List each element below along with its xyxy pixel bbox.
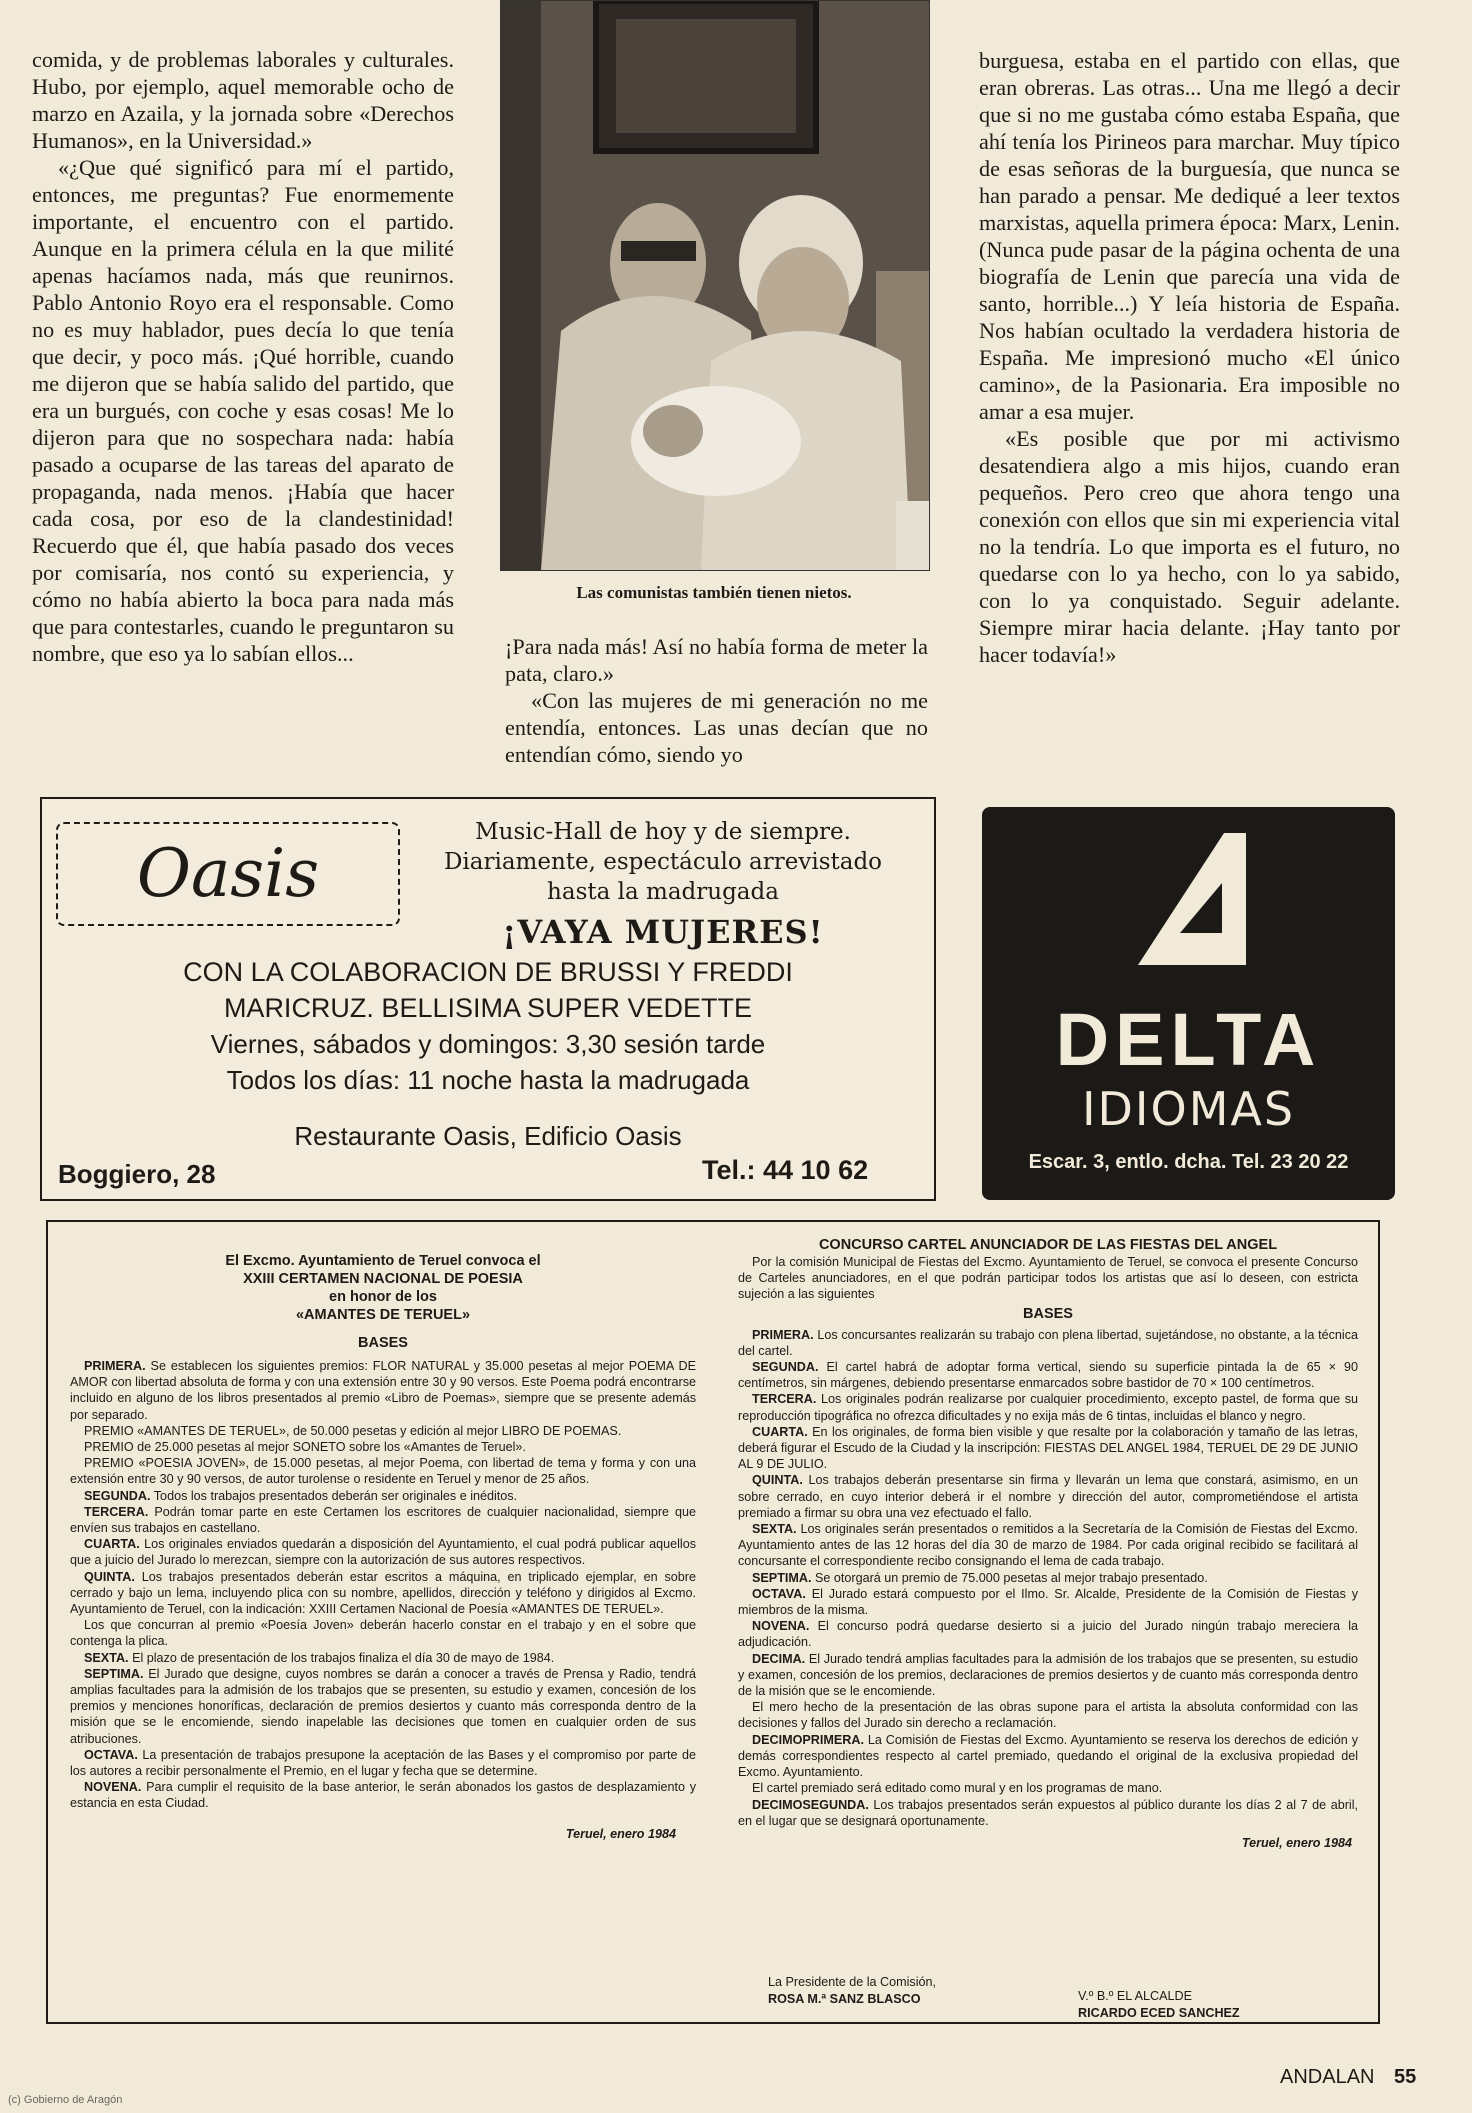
delta-name: DELTA xyxy=(1055,998,1322,1081)
base-paragraph xyxy=(70,1423,696,1439)
article-column-right xyxy=(979,47,1400,668)
oasis-line-3: Viernes, sábados y domingos: 3,30 sesión tarde xyxy=(210,1029,766,1059)
poster-bases-heading: BASES xyxy=(1023,1305,1073,1322)
base-label: QUINTA. xyxy=(752,1473,803,1488)
base-label: DECIMA. xyxy=(752,1651,806,1666)
footer-page-number: 55 xyxy=(1394,2066,1417,2088)
delta-idiomas-advertisement xyxy=(982,807,1395,1200)
base-label: OCTAVA. xyxy=(752,1586,806,1601)
base-paragraph xyxy=(70,1455,696,1487)
base-paragraph xyxy=(70,1617,696,1649)
base-label: OCTAVA. xyxy=(84,1747,138,1762)
base-label: SEGUNDA. xyxy=(84,1488,151,1503)
oasis-address: Boggiero, 28 xyxy=(58,1159,216,1189)
poster-contest-notice xyxy=(738,1236,1359,2020)
oasis-line-4: Todos los días: 11 noche hasta la madrugada xyxy=(226,1065,750,1095)
base-text: PREMIO de 25.000 pesetas al mejor SONETO sobre los «Amantes de Teruel». xyxy=(84,1440,526,1455)
base-text: PREMIO «AMANTES DE TERUEL», de 50.000 pesetas y edición al mejor LIBRO DE POEMAS. xyxy=(84,1423,622,1438)
oasis-advertisement xyxy=(40,797,936,1201)
article-paragraph: «¿Que qué significó para mí el partido, entonces, me preguntas? Fue enormemente importante, el encuentro con el partido. Aunque en la primera célula en la que milité apenas hacíamos nada, más que reunirnos. Pablo Antonio Royo era el responsable. Como no es muy hablador, pues decía lo que tenía que decir, y poco más. ¡Qué horrible, cuando me dijeron que se había salido del partido, que era un burgués, con coche y esas cosas! Me lo dijeron para que no sospechara nada: había pasado a ocuparse de las tareas del aparato de propaganda, nada menos. ¡Había que hacer cada cosa, por eso de la clandestinidad! Recuerdo que él, que había pasado dos veces por comisaría, nos contó su experiencia, y cómo no había abierto la boca para nada más que para contestarles, cuando le preguntaron su nombre, que eso ya lo sabían ellos... xyxy=(32,155,454,666)
base-paragraph xyxy=(70,1504,696,1536)
base-text: Los concursantes realizarán su trabajo con plena libertad, sujetándose, no obstante, a la técnica del cartel. xyxy=(738,1327,1358,1358)
base-text: El plazo de presentación de los trabajos finaliza el día 30 de mayo de 1984. xyxy=(132,1650,555,1665)
oasis-tagline-3: hasta la madrugada xyxy=(547,879,779,905)
base-label: DECIMOSEGUNDA. xyxy=(752,1797,869,1812)
base-paragraph xyxy=(70,1439,696,1455)
article-column-middle xyxy=(505,633,928,768)
article-column-left xyxy=(32,46,454,667)
oasis-line-2: MARICRUZ. BELLISIMA SUPER VEDETTE xyxy=(223,993,753,1023)
base-label: SEXTA. xyxy=(752,1522,797,1537)
base-paragraph xyxy=(738,1586,1358,1618)
base-paragraph xyxy=(70,1569,696,1618)
base-text: PREMIO «POESIA JOVEN», de 15.000 pesetas, al mejor Poema, con libertad de tema y forma y con una extensión entre 30 y 90 versos, de autor turolense o residente en Teruel y menor de 25 años. xyxy=(70,1456,696,1487)
base-paragraph xyxy=(738,1570,1358,1586)
signature-president-title: La Presidente de la Comisión, xyxy=(768,1975,937,1989)
base-text: Se otorgará un premio de 75.000 pesetas al mejor trabajo presentado. xyxy=(814,1570,1208,1585)
oasis-tagline-1: Music-Hall de hoy y de siempre. xyxy=(475,819,851,845)
poetry-header-3: en honor de los xyxy=(329,1289,437,1305)
base-text: Podrán tomar parte en este Certamen los escritores de cualquier nacionalidad, siempre que envíen sus trabajos en castellano. xyxy=(70,1504,696,1536)
oasis-phone: Tel.: 44 10 62 xyxy=(702,1155,869,1185)
base-paragraph xyxy=(70,1666,696,1747)
delta-subtitle: IDIOMAS xyxy=(1081,1082,1296,1136)
base-label: TERCERA. xyxy=(84,1504,149,1519)
oasis-line-1: CON LA COLABORACION DE BRUSSI Y FREDDI xyxy=(183,957,793,987)
poetry-bases-heading: BASES xyxy=(358,1335,408,1351)
base-label: TERCERA. xyxy=(752,1392,817,1407)
poster-intro-text: Por la comisión Municipal de Fiestas del Excmo. Ayuntamiento de Teruel, se convoca el presente Concurso de Carteles anunciadores, en el que podrán participar todos los artistas que así lo deseen, con estricta sujeción a las siguientes xyxy=(738,1255,1358,1302)
base-text: Los originales serán presentados o remitidos a la Secretaría de la Comisión de Fiestas del Excmo. Ayuntamiento antes de las 12 horas del día 30 de marzo de 1984. Por cada original recibido se facilitará al concursante el correspondiente recibo consignando el lema de cada trabajo. xyxy=(738,1522,1358,1569)
base-text: El concurso podrá quedarse desierto si a juicio del Jurado ningún trabajo mereciera la adjudicación. xyxy=(738,1619,1358,1650)
poster-bases-text xyxy=(738,1327,1358,1829)
base-text: Para cumplir el requisito de la base anterior, le serán abonados los gastos de desplazamiento y estancia en esta Ciudad. xyxy=(70,1780,696,1811)
oasis-logo: Oasis xyxy=(56,822,400,926)
poster-title: CONCURSO CARTEL ANUNCIADOR DE LAS FIESTAS DEL ANGEL xyxy=(818,1237,1278,1253)
base-text: El cartel premiado será editado como mural y en los programas de mano. xyxy=(752,1781,1163,1796)
poetry-bases-text xyxy=(70,1358,696,1812)
base-label: QUINTA. xyxy=(84,1569,135,1584)
base-paragraph xyxy=(738,1391,1358,1423)
base-paragraph xyxy=(738,1699,1358,1731)
base-text: El Jurado que designe, cuyos nombres se darán a conocer a través de Prensa y Radio, tendrá amplias facultades para la admisión de los trabajos que se presenten, su estudio y examen, concesión de los premios y menciones honoríficas, declaración de premios desiertos y cuanto más corresponda dentro de la misión que se le encomiende, siendo inapelable las decisiones que tomen en cualquier orden de sus atribuciones. xyxy=(70,1666,697,1746)
base-paragraph xyxy=(70,1358,696,1423)
signature-president-name: ROSA M.ª SANZ BLASCO xyxy=(768,1992,921,2006)
photo-caption: Las comunistas también tienen nietos. xyxy=(576,583,852,602)
poetry-header-4: «AMANTES DE TERUEL» xyxy=(295,1307,471,1323)
delta-logo-icon xyxy=(1132,827,1252,977)
base-text: La Comisión de Fiestas del Excmo. Ayuntamiento se reserva los derechos de edición y demás correspondientes respecto al cartel premiado, quedando el original de la exclusiva propiedad del Excmo. Ayuntamiento. xyxy=(738,1732,1358,1780)
base-paragraph xyxy=(738,1780,1358,1796)
base-text: Todos los trabajos presentados deberán ser originales e inéditos. xyxy=(153,1488,518,1503)
base-label: NOVENA. xyxy=(84,1780,142,1795)
base-paragraph xyxy=(738,1424,1358,1473)
poster-intro xyxy=(738,1254,1358,1303)
base-paragraph xyxy=(738,1472,1358,1521)
article-paragraph: ¡Para nada más! Así no había forma de meter la pata, claro.» xyxy=(505,634,928,686)
base-paragraph xyxy=(738,1327,1358,1359)
base-label: CUARTA. xyxy=(84,1537,140,1552)
base-text: El Jurado estará compuesto por el Ilmo. Sr. Alcalde, Presidente de la Comisión de Fiestas y miembros de la misma. xyxy=(738,1586,1359,1618)
base-text: El cartel habrá de adoptar forma vertical, siendo su superficie pintada la de 65 × 90 centímetros, sin márgenes, debiendo presentarse enmarcados sobre bastidor de 70 × 100 centímetros. xyxy=(738,1360,1358,1391)
base-text: Se establecen los siguientes premios: FLOR NATURAL y 35.000 pesetas al mejor POEMA DE AMOR con libertad absoluta de forma y con una extensión entre 30 y 90 versos. Este Poema podrá encontrarse incluido en alguno de los libros presentados al premio «Libro de Poemas», siempre que se presente además por separado. xyxy=(70,1359,696,1422)
base-paragraph xyxy=(738,1359,1358,1391)
base-label: SEPTIMA. xyxy=(84,1666,144,1681)
base-label: SEXTA. xyxy=(84,1650,129,1665)
signature-mayor-name: RICARDO ECED SANCHEZ xyxy=(1078,2006,1240,2020)
base-paragraph xyxy=(738,1797,1358,1829)
poetry-header-2: XXIII CERTAMEN NACIONAL DE POESIA xyxy=(243,1271,523,1287)
base-paragraph xyxy=(70,1488,696,1504)
base-paragraph xyxy=(738,1521,1358,1570)
base-label: PRIMERA. xyxy=(752,1327,814,1342)
base-text: El Jurado tendrá amplias facultades para la admisión de los trabajos que se presenten, su estudio y examen, concesión de los premios, declaraciones de premios desiertos y de cuanto más corresponda dentro de la misión que se le encomiende. xyxy=(738,1651,1359,1699)
article-photo xyxy=(500,0,930,571)
base-paragraph xyxy=(70,1536,696,1568)
base-text: Los que concurran al premio «Poesía Joven» deberán hacerlo constar en el trabajo y en el sobre que contenga la plica. xyxy=(70,1618,696,1649)
signature-mayor-title: V.º B.º EL ALCALDE xyxy=(1078,1989,1192,2003)
base-text: La presentación de trabajos presupone la aceptación de las Bases y el compromiso por parte de los autores a recibir personalmente el Premio, en el lugar y fecha que se determine. xyxy=(70,1747,696,1779)
base-paragraph xyxy=(738,1732,1358,1781)
oasis-tagline-2: Diariamente, espectáculo arrevistado xyxy=(443,849,883,875)
article-paragraph: burguesa, estaba en el partido con ellas, que eran obreras. Las otras... Una me llegó a decir que si no me gustaba cómo estaba España, que ahí tenía los Pirineos para marchar. Muy típico de esas señoras de la burguesía, que nunca se han parado a pensar. Me dediqué a leer textos marxistas, aquella primera época: Marx, Lenin. (Nunca pude pasar de la página ochenta de una biografía de Lenin que parecía una vida de santo, horrible...) Y leía historia de España. Nos habían ocultado la verdadera historia de España. Me impresionó mucho «El único camino», de la Pasionaria. Era imposible no amar a esa mujer. xyxy=(979,48,1400,424)
base-text: Los trabajos presentados serán expuestos al público durante los días 2 al 7 de abril, en el lugar que se designará oportunamente. xyxy=(738,1797,1359,1828)
poster-date: Teruel, enero 1984 xyxy=(1241,1835,1352,1850)
poetry-contest-notice xyxy=(70,1252,696,1842)
oasis-headline: ¡VAYA MUJERES! xyxy=(502,913,824,951)
base-text: Los originales enviados quedarán a disposición del Ayuntamiento, el cual podrá publicar aquellos que a juicio del Jurado lo merezcan, siempre con la autorización de sus autores respectivos. xyxy=(70,1537,696,1568)
base-paragraph xyxy=(738,1618,1358,1650)
base-label: PRIMERA. xyxy=(84,1359,146,1373)
base-paragraph xyxy=(738,1651,1358,1700)
base-paragraph xyxy=(70,1779,696,1811)
base-label: NOVENA. xyxy=(752,1619,810,1634)
oasis-line-5: Restaurante Oasis, Edificio Oasis xyxy=(294,1121,682,1151)
base-label: SEGUNDA. xyxy=(752,1360,819,1375)
base-paragraph xyxy=(70,1747,696,1779)
poetry-date: Teruel, enero 1984 xyxy=(565,1826,676,1841)
base-text: Los originales podrán realizarse por cualquier procedimiento, excepto pastel, de forma que su reproducción tipográfica no ofrezca dificultades y no exija más de 6 tintas, incluidas el blanco y negro. xyxy=(738,1392,1358,1423)
base-paragraph xyxy=(70,1650,696,1666)
delta-address: Escar. 3, entlo. dcha. Tel. 23 20 22 xyxy=(1028,1151,1349,1173)
base-label: DECIMOPRIMERA. xyxy=(752,1732,864,1747)
base-text: Los trabajos deberán presentarse sin firma y llevarán un lema que constará, asimismo, en un sobre cerrado, en cuyo interior deberá ir el nombre y dirección del autor, comprometiéndose el artista premiado a firmar su obra una vez efectuado el fallo. xyxy=(738,1473,1358,1520)
base-text: Los trabajos presentados deberán estar escritos a máquina, en triplicado ejemplar, en sobre cerrado y bajo un lema, incluyendo plica con su nombre, apellidos, dirección y teléfono y dirigidos al Excmo. Ayuntamiento de Teruel, con la indicación: XXIII Certamen Nacional de Poesía «AMANTES DE TERUEL». xyxy=(70,1569,696,1617)
article-paragraph: comida, y de problemas laborales y culturales. Hubo, por ejemplo, aquel memorable ocho de marzo en Azaila, y la jornada sobre «Derechos Humanos», en la Universidad.» xyxy=(32,47,454,153)
base-label: CUARTA. xyxy=(752,1424,808,1439)
grandparents-baby-image xyxy=(501,1,929,570)
base-text: El mero hecho de la presentación de las obras supone para el artista la absoluta conformidad con las decisiones y fallos del Jurado sin derecho a reclamación. xyxy=(738,1700,1358,1731)
municipal-notices-box xyxy=(46,1220,1380,2024)
poetry-header-1: El Excmo. Ayuntamiento de Teruel convoca el xyxy=(225,1253,541,1269)
base-text: En los originales, de forma bien visible y que resalte por la colaboración y tamaño de las letras, deberá figurar el Escudo de la Ciudad y la inscripción: FIESTAS DEL ANGEL 1984, TERUEL DE 29 DE JUNIO AL 9 DE JULIO. xyxy=(738,1424,1359,1472)
article-paragraph: «Con las mujeres de mi generación no me entendía, entonces. Las unas decían que no entendían cómo, siendo yo xyxy=(505,688,928,767)
article-paragraph: «Es posible que por mi activismo desatendiera algo a mis hijos, cuando eran pequeños. Pero creo que ahora tengo una conexión con ellos que sin mi experiencia vital no la tendría. Lo que importa es el futuro, no quedarse con lo ya hecho, con lo ya sabido, con lo ya conquistado. Seguir adelante. Siempre mirar hacia delante. ¡Hay tanto por hacer todavía!» xyxy=(979,426,1400,667)
footer-credit: (c) Gobierno de Aragón xyxy=(8,2094,123,2106)
base-label: SEPTIMA. xyxy=(752,1570,812,1585)
footer-magazine-name: ANDALAN xyxy=(1280,2066,1375,2088)
